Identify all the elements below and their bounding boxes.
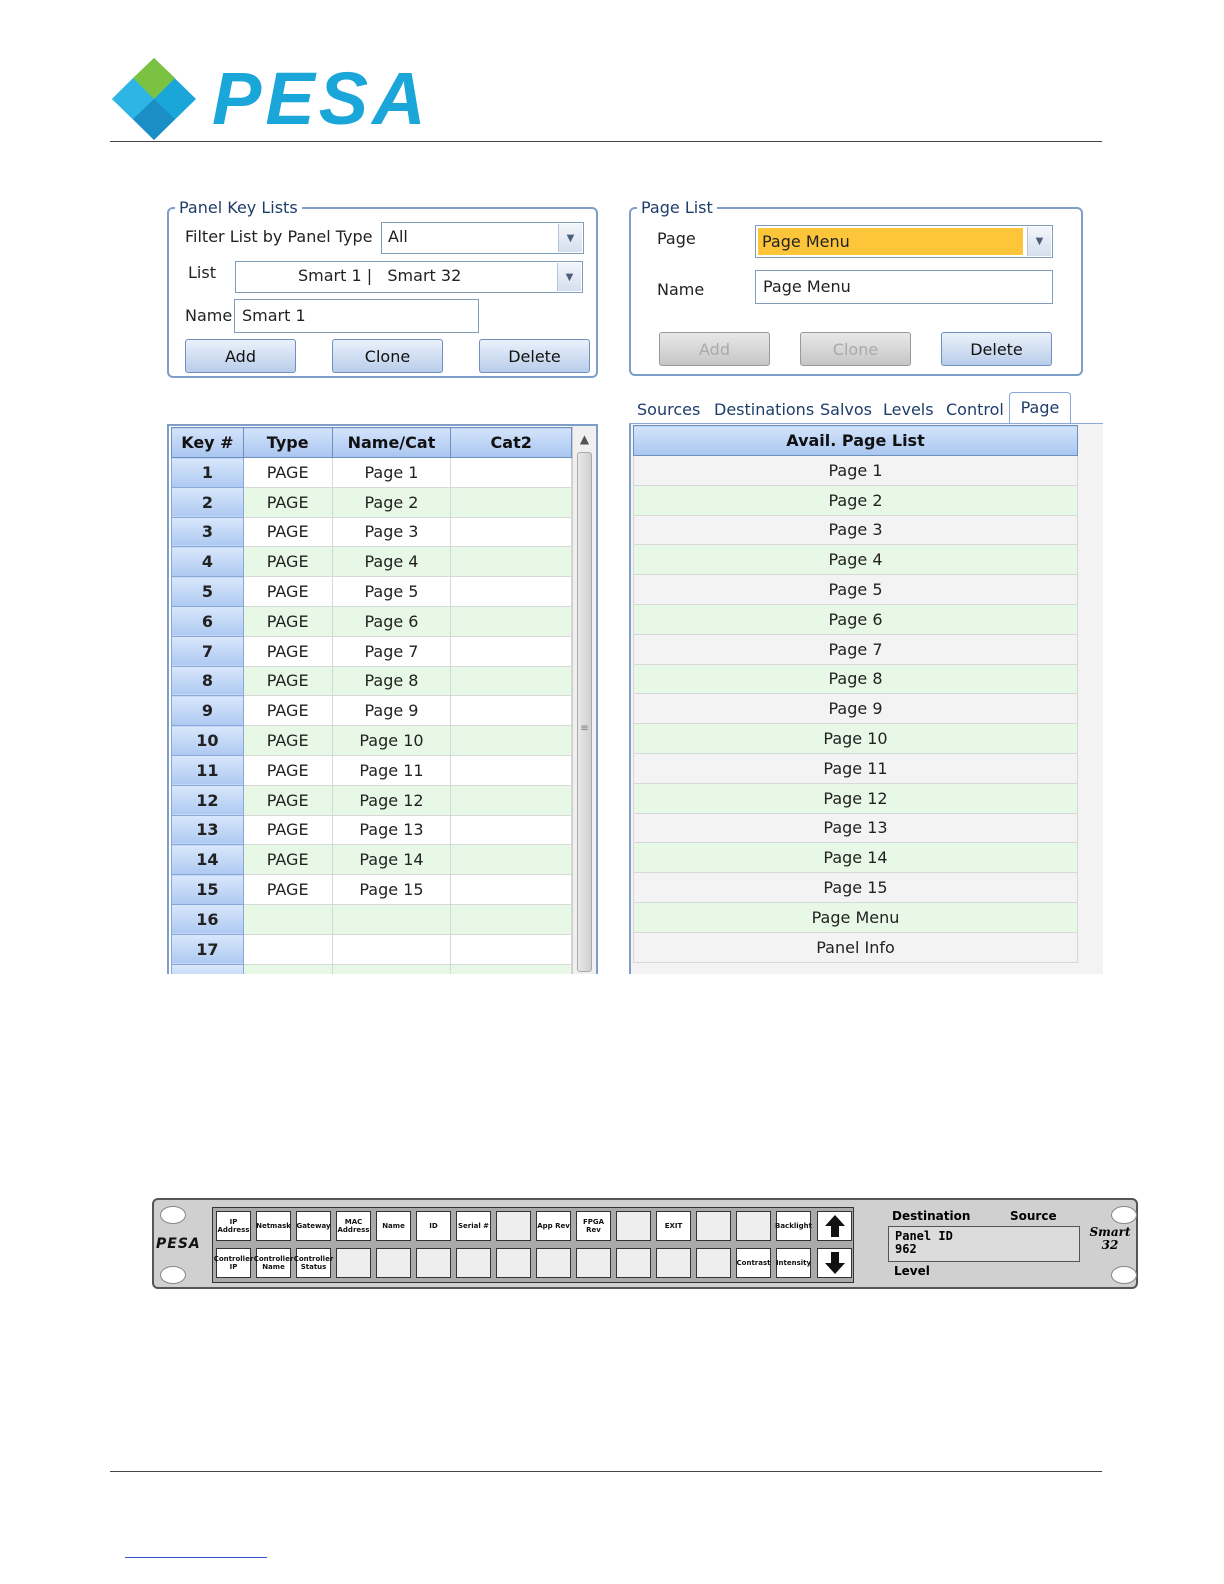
- tab-page[interactable]: Page: [1009, 392, 1071, 424]
- arrow-down-button[interactable]: [817, 1248, 852, 1278]
- panel-key[interactable]: [496, 1248, 531, 1278]
- list-item[interactable]: [634, 843, 1078, 873]
- list-item[interactable]: [634, 873, 1078, 903]
- table-row[interactable]: [172, 964, 572, 974]
- page-label: Page: [657, 229, 696, 248]
- list-select[interactable]: [235, 261, 583, 293]
- page-clone-button[interactable]: Clone: [800, 332, 911, 366]
- type-cell[interactable]: PAGE: [243, 755, 332, 785]
- key-cell[interactable]: 10: [172, 726, 244, 756]
- table-row[interactable]: [172, 755, 572, 785]
- type-cell[interactable]: PAGE: [243, 606, 332, 636]
- type-cell[interactable]: PAGE: [243, 487, 332, 517]
- empty-cell[interactable]: [243, 964, 332, 974]
- panel-key[interactable]: [416, 1248, 451, 1278]
- mount-hole: [160, 1266, 186, 1284]
- type-cell[interactable]: PAGE: [243, 726, 332, 756]
- panel-brand: PESA: [156, 1236, 201, 1252]
- pesa-logo-text: PESA: [212, 57, 430, 140]
- avail-page-cell[interactable]: Page 1: [634, 456, 1078, 486]
- panel-key[interactable]: Contrast: [736, 1248, 771, 1278]
- arrow-down-icon: [824, 1251, 846, 1275]
- list-item[interactable]: [634, 694, 1078, 724]
- table-row[interactable]: [172, 875, 572, 905]
- panel-key[interactable]: Controller Name: [256, 1248, 291, 1278]
- table-row[interactable]: [172, 726, 572, 756]
- panel-key[interactable]: [656, 1248, 691, 1278]
- list-item[interactable]: [634, 932, 1078, 962]
- name-cell[interactable]: Page 13: [332, 815, 451, 845]
- delete-button[interactable]: Delete: [479, 339, 590, 373]
- key-cell[interactable]: 9: [172, 696, 244, 726]
- tab-levels[interactable]: Levels: [883, 400, 934, 419]
- table-row[interactable]: [172, 845, 572, 875]
- key-cell[interactable]: 17: [172, 934, 244, 964]
- name-cell[interactable]: Page 10: [332, 726, 451, 756]
- chevron-down-icon[interactable]: ▼: [557, 263, 581, 291]
- avail-page-cell[interactable]: Panel Info: [634, 932, 1078, 962]
- key-cell[interactable]: 11: [172, 755, 244, 785]
- type-cell[interactable]: PAGE: [243, 815, 332, 845]
- panel-key[interactable]: [616, 1248, 651, 1278]
- avail-page-cell[interactable]: Page 7: [634, 634, 1078, 664]
- type-cell[interactable]: PAGE: [243, 577, 332, 607]
- footer-rule: [110, 1471, 1102, 1472]
- key-cell[interactable]: 8: [172, 666, 244, 696]
- scroll-thumb[interactable]: ≡: [577, 452, 592, 972]
- list-item[interactable]: [634, 485, 1078, 515]
- cat2-cell[interactable]: [451, 487, 572, 517]
- panel-key[interactable]: Netmask: [256, 1211, 291, 1241]
- add-button[interactable]: Add: [185, 339, 296, 373]
- col-key[interactable]: Key #: [172, 428, 244, 458]
- tab-sources[interactable]: Sources: [637, 400, 701, 419]
- name-cell[interactable]: [332, 934, 451, 964]
- table-row[interactable]: [172, 666, 572, 696]
- level-label: Level: [894, 1264, 930, 1278]
- table-row[interactable]: [172, 934, 572, 964]
- panel-key[interactable]: [616, 1211, 651, 1241]
- type-cell[interactable]: [243, 904, 332, 934]
- name-cell[interactable]: Page 14: [332, 845, 451, 875]
- list-item[interactable]: [634, 783, 1078, 813]
- avail-page-cell[interactable]: Page 8: [634, 664, 1078, 694]
- panel-key[interactable]: [576, 1248, 611, 1278]
- cat2-cell[interactable]: [451, 726, 572, 756]
- name-cell[interactable]: Page 1: [332, 458, 451, 488]
- empty-cell[interactable]: [451, 964, 572, 974]
- type-cell[interactable]: PAGE: [243, 458, 332, 488]
- type-cell[interactable]: [243, 934, 332, 964]
- table-row[interactable]: [172, 636, 572, 666]
- table-row[interactable]: [172, 606, 572, 636]
- avail-page-cell[interactable]: Page 9: [634, 694, 1078, 724]
- chevron-down-icon[interactable]: ▼: [1027, 227, 1051, 256]
- type-cell[interactable]: PAGE: [243, 875, 332, 905]
- cat2-cell[interactable]: [451, 845, 572, 875]
- page-name-label: Name: [657, 280, 705, 299]
- table-row[interactable]: [172, 904, 572, 934]
- filter-panel-type-select[interactable]: [381, 222, 584, 254]
- type-cell[interactable]: PAGE: [243, 517, 332, 547]
- key-cell[interactable]: 15: [172, 875, 244, 905]
- table-row[interactable]: [172, 547, 572, 577]
- type-cell[interactable]: PAGE: [243, 547, 332, 577]
- arrow-up-button[interactable]: [817, 1211, 852, 1241]
- tab-salvos[interactable]: Salvos: [820, 400, 872, 419]
- avail-page-cell[interactable]: Page 4: [634, 545, 1078, 575]
- panel-key[interactable]: Controller IP: [216, 1248, 251, 1278]
- cat2-cell[interactable]: [451, 934, 572, 964]
- cat2-cell[interactable]: [451, 785, 572, 815]
- table-row[interactable]: [172, 487, 572, 517]
- panel-key[interactable]: [696, 1248, 731, 1278]
- avail-page-cell[interactable]: Page Menu: [634, 902, 1078, 932]
- cat2-cell[interactable]: [451, 517, 572, 547]
- key-table-frame: [167, 424, 598, 974]
- key-cell[interactable]: 1: [172, 458, 244, 488]
- key-cell[interactable]: 14: [172, 845, 244, 875]
- arrow-up-icon: [824, 1214, 846, 1238]
- avail-page-cell[interactable]: Page 13: [634, 813, 1078, 843]
- panel-key[interactable]: App Rev: [536, 1211, 571, 1241]
- panel-key[interactable]: MAC Address: [336, 1211, 371, 1241]
- chevron-down-icon[interactable]: ▼: [558, 224, 582, 252]
- name-cell[interactable]: Page 15: [332, 875, 451, 905]
- list-item[interactable]: [634, 813, 1078, 843]
- table-row[interactable]: [172, 815, 572, 845]
- table-row[interactable]: [172, 577, 572, 607]
- panel-key-lists-legend: Panel Key Lists: [179, 198, 298, 217]
- display-line-2: 962: [895, 1242, 917, 1256]
- list-label: List: [188, 263, 216, 282]
- avail-page-cell[interactable]: Page 6: [634, 604, 1078, 634]
- list-item[interactable]: [634, 902, 1078, 932]
- key-table: [171, 427, 572, 974]
- panel-key[interactable]: Gateway: [296, 1211, 331, 1241]
- type-cell[interactable]: PAGE: [243, 636, 332, 666]
- list-item[interactable]: [634, 575, 1078, 605]
- page-value: Page Menu: [758, 228, 1023, 255]
- filter-label: Filter List by Panel Type: [185, 227, 373, 246]
- avail-page-cell[interactable]: Page 11: [634, 753, 1078, 783]
- mount-hole: [160, 1206, 186, 1224]
- panel-key[interactable]: [456, 1248, 491, 1278]
- name-cell[interactable]: Page 7: [332, 636, 451, 666]
- col-cat2[interactable]: Cat2: [451, 428, 572, 458]
- list-item[interactable]: [634, 456, 1078, 486]
- model-badge: Smart 32: [1089, 1225, 1131, 1252]
- list-item[interactable]: [634, 664, 1078, 694]
- cat2-cell[interactable]: [451, 815, 572, 845]
- table-row[interactable]: [172, 517, 572, 547]
- type-cell[interactable]: PAGE: [243, 785, 332, 815]
- panel-key[interactable]: Backlight: [776, 1211, 811, 1241]
- source-label: Source: [1010, 1209, 1057, 1223]
- list-item[interactable]: [634, 604, 1078, 634]
- panel-key[interactable]: [736, 1211, 771, 1241]
- cat2-cell[interactable]: [451, 636, 572, 666]
- avail-table: [633, 425, 1078, 963]
- cat2-cell[interactable]: [451, 696, 572, 726]
- avail-page-cell[interactable]: Page 3: [634, 515, 1078, 545]
- avail-page-cell[interactable]: Page 15: [634, 873, 1078, 903]
- cat2-cell[interactable]: [451, 904, 572, 934]
- tab-destinations[interactable]: Destinations: [714, 400, 815, 419]
- panel-key[interactable]: [376, 1248, 411, 1278]
- panel-key[interactable]: FPGA Rev: [576, 1211, 611, 1241]
- name-cell[interactable]: [332, 904, 451, 934]
- mount-hole: [1111, 1266, 1137, 1284]
- panel-key[interactable]: [536, 1248, 571, 1278]
- list-item[interactable]: [634, 515, 1078, 545]
- cat2-cell[interactable]: [451, 755, 572, 785]
- name-cell[interactable]: Page 12: [332, 785, 451, 815]
- key-table-scrollbar[interactable]: [572, 426, 596, 974]
- avail-page-cell[interactable]: Page 2: [634, 485, 1078, 515]
- clone-button[interactable]: Clone: [332, 339, 443, 373]
- mount-hole: [1111, 1206, 1137, 1224]
- cat2-cell[interactable]: [451, 666, 572, 696]
- cat2-cell[interactable]: [451, 577, 572, 607]
- page-delete-button[interactable]: Delete: [941, 332, 1052, 366]
- empty-cell[interactable]: [332, 964, 451, 974]
- panel-key[interactable]: [696, 1211, 731, 1241]
- type-cell[interactable]: PAGE: [243, 666, 332, 696]
- cat2-cell[interactable]: [451, 606, 572, 636]
- list-item[interactable]: [634, 545, 1078, 575]
- panel-display: [888, 1226, 1080, 1262]
- key-cell[interactable]: 7: [172, 636, 244, 666]
- empty-cell[interactable]: [172, 964, 244, 974]
- col-name[interactable]: Name/Cat: [332, 428, 451, 458]
- table-row[interactable]: [172, 785, 572, 815]
- list-value: Smart 1 | Smart 32: [298, 266, 462, 285]
- list-item[interactable]: [634, 724, 1078, 754]
- key-cell[interactable]: 3: [172, 517, 244, 547]
- panel-key[interactable]: EXIT: [656, 1211, 691, 1241]
- avail-page-cell[interactable]: Page 5: [634, 575, 1078, 605]
- pesa-diamond-icon: [112, 58, 196, 140]
- name-cell[interactable]: Page 4: [332, 547, 451, 577]
- hardware-panel: [152, 1198, 1138, 1289]
- destination-label: Destination: [892, 1209, 971, 1223]
- avail-page-cell[interactable]: Page 10: [634, 724, 1078, 754]
- footer-link-underline[interactable]: [125, 1557, 267, 1558]
- col-avail-page-list[interactable]: Avail. Page List: [634, 426, 1078, 456]
- page-add-button[interactable]: Add: [659, 332, 770, 366]
- list-item[interactable]: [634, 753, 1078, 783]
- name-cell[interactable]: Page 3: [332, 517, 451, 547]
- type-cell[interactable]: PAGE: [243, 845, 332, 875]
- name-cell[interactable]: Page 6: [332, 606, 451, 636]
- header-rule: [110, 141, 1102, 142]
- cat2-cell[interactable]: [451, 875, 572, 905]
- key-cell[interactable]: 12: [172, 785, 244, 815]
- avail-page-cell[interactable]: Page 12: [634, 783, 1078, 813]
- panel-key[interactable]: [496, 1211, 531, 1241]
- filter-value: All: [388, 227, 408, 246]
- type-cell[interactable]: PAGE: [243, 696, 332, 726]
- panel-key[interactable]: Intensity: [776, 1248, 811, 1278]
- panel-key[interactable]: Serial #: [456, 1211, 491, 1241]
- name-cell[interactable]: Page 2: [332, 487, 451, 517]
- page-select[interactable]: [755, 225, 1053, 258]
- key-cell[interactable]: 2: [172, 487, 244, 517]
- page-name-input[interactable]: Page Menu: [755, 270, 1053, 304]
- pesa-logo: [112, 58, 522, 140]
- name-cell[interactable]: Page 9: [332, 696, 451, 726]
- panel-key[interactable]: Controller Status: [296, 1248, 331, 1278]
- cat2-cell[interactable]: [451, 458, 572, 488]
- cat2-cell[interactable]: [451, 547, 572, 577]
- panel-key[interactable]: Name: [376, 1211, 411, 1241]
- avail-table-frame: [629, 424, 1103, 974]
- list-item[interactable]: [634, 634, 1078, 664]
- key-cell[interactable]: 16: [172, 904, 244, 934]
- panel-key[interactable]: ID: [416, 1211, 451, 1241]
- tab-control[interactable]: Control: [946, 400, 1004, 419]
- col-type[interactable]: Type: [243, 428, 332, 458]
- name-input[interactable]: Smart 1: [234, 299, 479, 333]
- name-cell[interactable]: Page 8: [332, 666, 451, 696]
- key-cell[interactable]: 6: [172, 606, 244, 636]
- key-cell[interactable]: 4: [172, 547, 244, 577]
- table-row[interactable]: [172, 458, 572, 488]
- name-label: Name: [185, 306, 233, 325]
- panel-key[interactable]: IP Address: [216, 1211, 251, 1241]
- key-cell[interactable]: 5: [172, 577, 244, 607]
- scroll-up-icon[interactable]: ▲: [579, 432, 590, 446]
- display-line-1: Panel ID: [895, 1229, 953, 1243]
- panel-key[interactable]: [336, 1248, 371, 1278]
- table-row[interactable]: [172, 696, 572, 726]
- page-list-legend: Page List: [641, 198, 713, 217]
- key-cell[interactable]: 13: [172, 815, 244, 845]
- name-cell[interactable]: Page 5: [332, 577, 451, 607]
- name-cell[interactable]: Page 11: [332, 755, 451, 785]
- avail-page-cell[interactable]: Page 14: [634, 843, 1078, 873]
